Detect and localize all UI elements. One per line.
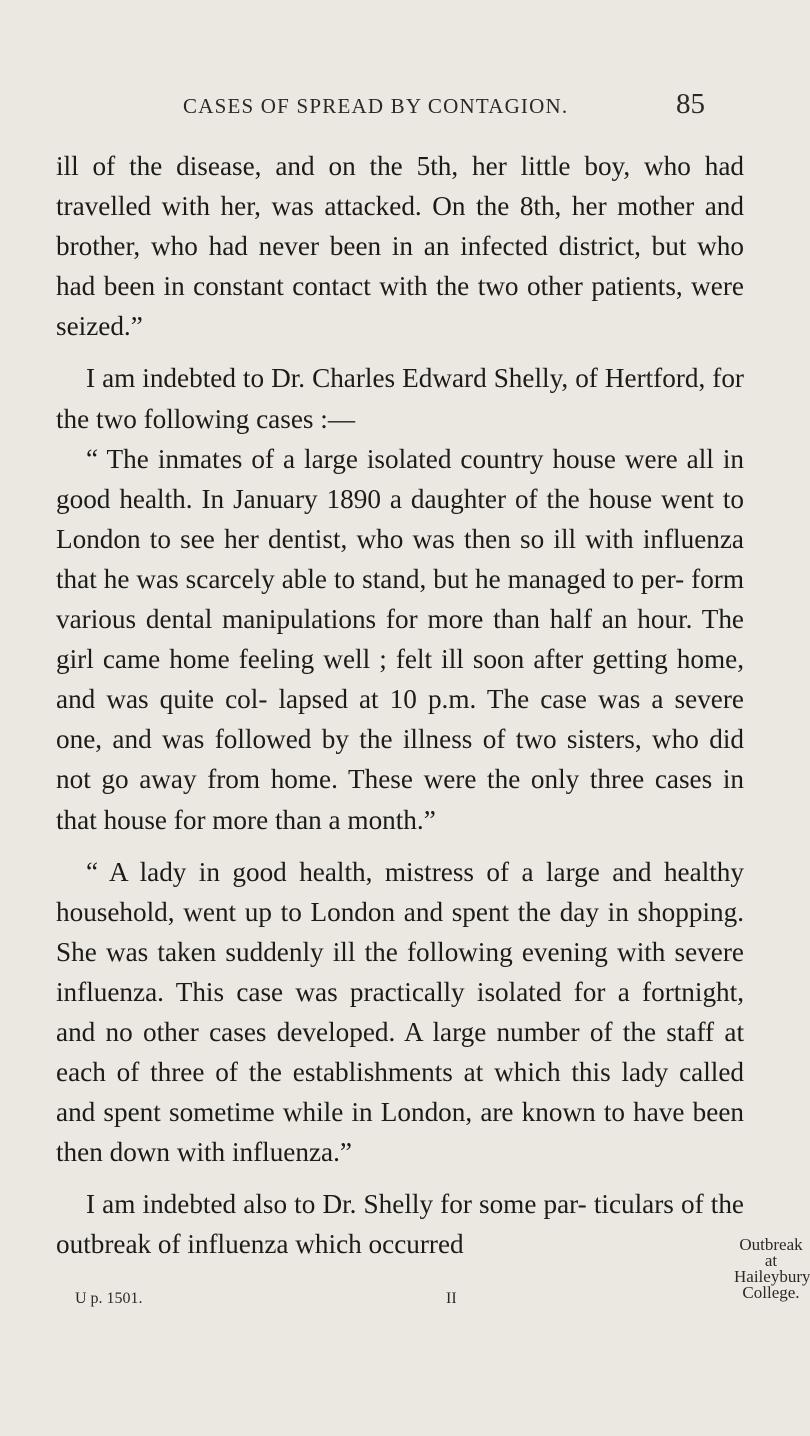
- margin-note-line: Outbreak at: [739, 1235, 803, 1270]
- page-number: 85: [676, 88, 705, 120]
- signature-mark-left: U p. 1501.: [75, 1290, 143, 1307]
- paragraph-acknowledgement: I am indebted to Dr. Charles Edward Shelly, of Hertford, for the two following cases :—: [56, 363, 744, 434]
- paragraph-country-house-case: “ The inmates of a large isolated country house were all in good health. In January 1890 a daughter of the house went to London to see her dentist, who was then so ill with influenza that he was scarcely able to stand, but he managed to per- form various dental manipulations for more than half an hour. The girl came home feeling well ; felt ill soon after getting home, and was quite col- lapsed at 10 p.m. The case was a severe one, and was followed by the illness of two sisters, who did not go away from home. These were the only three cases in that house for more than a month.”: [56, 443, 744, 835]
- margin-note-line: College.: [742, 1283, 800, 1302]
- margin-note-line: Haileybury: [734, 1267, 810, 1286]
- body-text: [56, 146, 744, 1265]
- paragraph-outbreak-intro: I am indebted also to Dr. Shelly for some par- ticulars of the outbreak of influenza which occurred: [56, 1189, 744, 1260]
- paragraph-lady-case: “ A lady in good health, mistress of a large and healthy household, went up to London and spent the day in shopping. She was taken suddenly ill the following evening with severe influenza. This case was practically isolated for a fortnight, and no other cases developed. A large number of the staff at each of three of the establishments at which this lady called and spent sometime while in London, are known to have been then down with influenza.”: [56, 856, 744, 1168]
- running-title: CASES OF SPREAD BY CONTAGION.: [183, 94, 569, 118]
- paragraph-continuation: ill of the disease, and on the 5th, her little boy, who had travelled with her, was attacked. On the 8th, her mother and brother, who had never been in an infected district, but who had been in constant contact with the two other patients, were seized.”: [56, 151, 744, 342]
- signature-mark-right: II: [446, 1290, 457, 1307]
- page-footer: [0, 1290, 800, 1314]
- running-head: [0, 88, 800, 134]
